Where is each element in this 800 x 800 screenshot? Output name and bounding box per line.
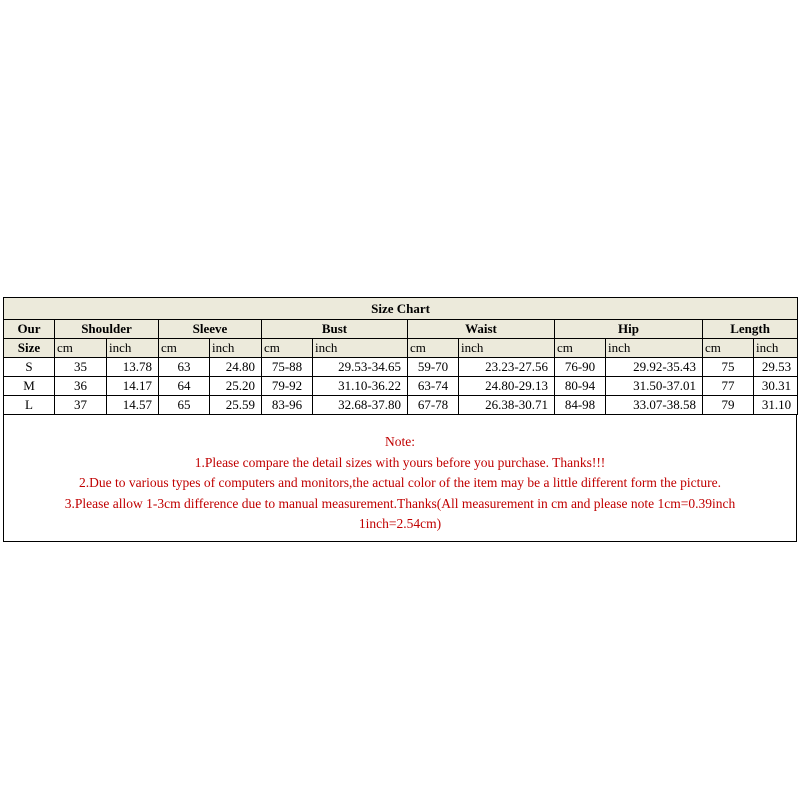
title-row: [4, 298, 798, 320]
size-chart: [3, 297, 797, 542]
cell-shoulder-cm: 36: [55, 377, 107, 396]
size-header-bottom: Size: [4, 339, 55, 358]
cell-waist-inch: 24.80-29.13: [459, 377, 555, 396]
cell-hip-inch: 33.07-38.58: [606, 396, 703, 415]
cell-shoulder-inch: 13.78: [107, 358, 159, 377]
cell-length-cm: 75: [703, 358, 754, 377]
cell-hip-inch: 31.50-37.01: [606, 377, 703, 396]
cell-bust-cm: 79-92: [262, 377, 313, 396]
note-line-3-cont: 1inch=2.54cm): [358, 516, 442, 531]
unit-inch: inch: [459, 339, 555, 358]
note-line-2: 2.Due to various types of computers and monitors,the actual color of the item may be a little different form the picture.: [79, 475, 721, 490]
table-row: [4, 358, 798, 377]
group-header-length: Length: [703, 320, 798, 339]
cell-sleeve-inch: 25.20: [210, 377, 262, 396]
size-table: [3, 297, 798, 415]
cell-sleeve-cm: 63: [159, 358, 210, 377]
cell-hip-cm: 84-98: [555, 396, 606, 415]
cell-bust-inch: 32.68-37.80: [313, 396, 408, 415]
cell-waist-cm: 59-70: [408, 358, 459, 377]
cell-length-cm: 77: [703, 377, 754, 396]
cell-hip-cm: 80-94: [555, 377, 606, 396]
group-header-waist: Waist: [408, 320, 555, 339]
unit-cm: cm: [408, 339, 459, 358]
unit-cm: cm: [262, 339, 313, 358]
group-header-row: [4, 320, 798, 339]
cell-length-inch: 30.31: [754, 377, 798, 396]
unit-header-row: [4, 339, 798, 358]
cell-length-inch: 29.53: [754, 358, 798, 377]
unit-inch: inch: [313, 339, 408, 358]
table-row: [4, 377, 798, 396]
note-heading: Note:: [385, 434, 415, 449]
cell-waist-inch: 23.23-27.56: [459, 358, 555, 377]
cell-bust-cm: 75-88: [262, 358, 313, 377]
cell-sleeve-cm: 64: [159, 377, 210, 396]
cell-sleeve-cm: 65: [159, 396, 210, 415]
cell-waist-cm: 63-74: [408, 377, 459, 396]
unit-inch: inch: [606, 339, 703, 358]
cell-hip-cm: 76-90: [555, 358, 606, 377]
unit-cm: cm: [159, 339, 210, 358]
group-header-sleeve: Sleeve: [159, 320, 262, 339]
cell-shoulder-cm: 35: [55, 358, 107, 377]
cell-hip-inch: 29.92-35.43: [606, 358, 703, 377]
cell-bust-inch: 31.10-36.22: [313, 377, 408, 396]
cell-sleeve-inch: 25.59: [210, 396, 262, 415]
cell-shoulder-inch: 14.57: [107, 396, 159, 415]
group-header-bust: Bust: [262, 320, 408, 339]
cell-length-inch: 31.10: [754, 396, 798, 415]
cell-waist-inch: 26.38-30.71: [459, 396, 555, 415]
unit-inch: inch: [210, 339, 262, 358]
cell-bust-inch: 29.53-34.65: [313, 358, 408, 377]
note-line-3: 3.Please allow 1-3cm difference due to manual measurement.Thanks(All measurement in cm and please note 1cm=0.39inch: [64, 495, 736, 511]
note-line-1: 1.Please compare the detail sizes with yours before you purchase. Thanks!!!: [194, 454, 606, 470]
unit-inch: inch: [754, 339, 798, 358]
unit-inch: inch: [107, 339, 159, 358]
unit-cm: cm: [555, 339, 606, 358]
cell-shoulder-cm: 37: [55, 396, 107, 415]
group-header-shoulder: Shoulder: [55, 320, 159, 339]
notes-box: [3, 415, 797, 542]
size-header-top: Our: [4, 320, 55, 339]
size-label: M: [4, 377, 55, 396]
cell-length-cm: 79: [703, 396, 754, 415]
group-header-hip: Hip: [555, 320, 703, 339]
table-row: [4, 396, 798, 415]
cell-sleeve-inch: 24.80: [210, 358, 262, 377]
cell-shoulder-inch: 14.17: [107, 377, 159, 396]
size-label: L: [4, 396, 55, 415]
table-title: Size Chart: [4, 298, 798, 320]
unit-cm: cm: [55, 339, 107, 358]
size-label: S: [4, 358, 55, 377]
cell-waist-cm: 67-78: [408, 396, 459, 415]
unit-cm: cm: [703, 339, 754, 358]
cell-bust-cm: 83-96: [262, 396, 313, 415]
